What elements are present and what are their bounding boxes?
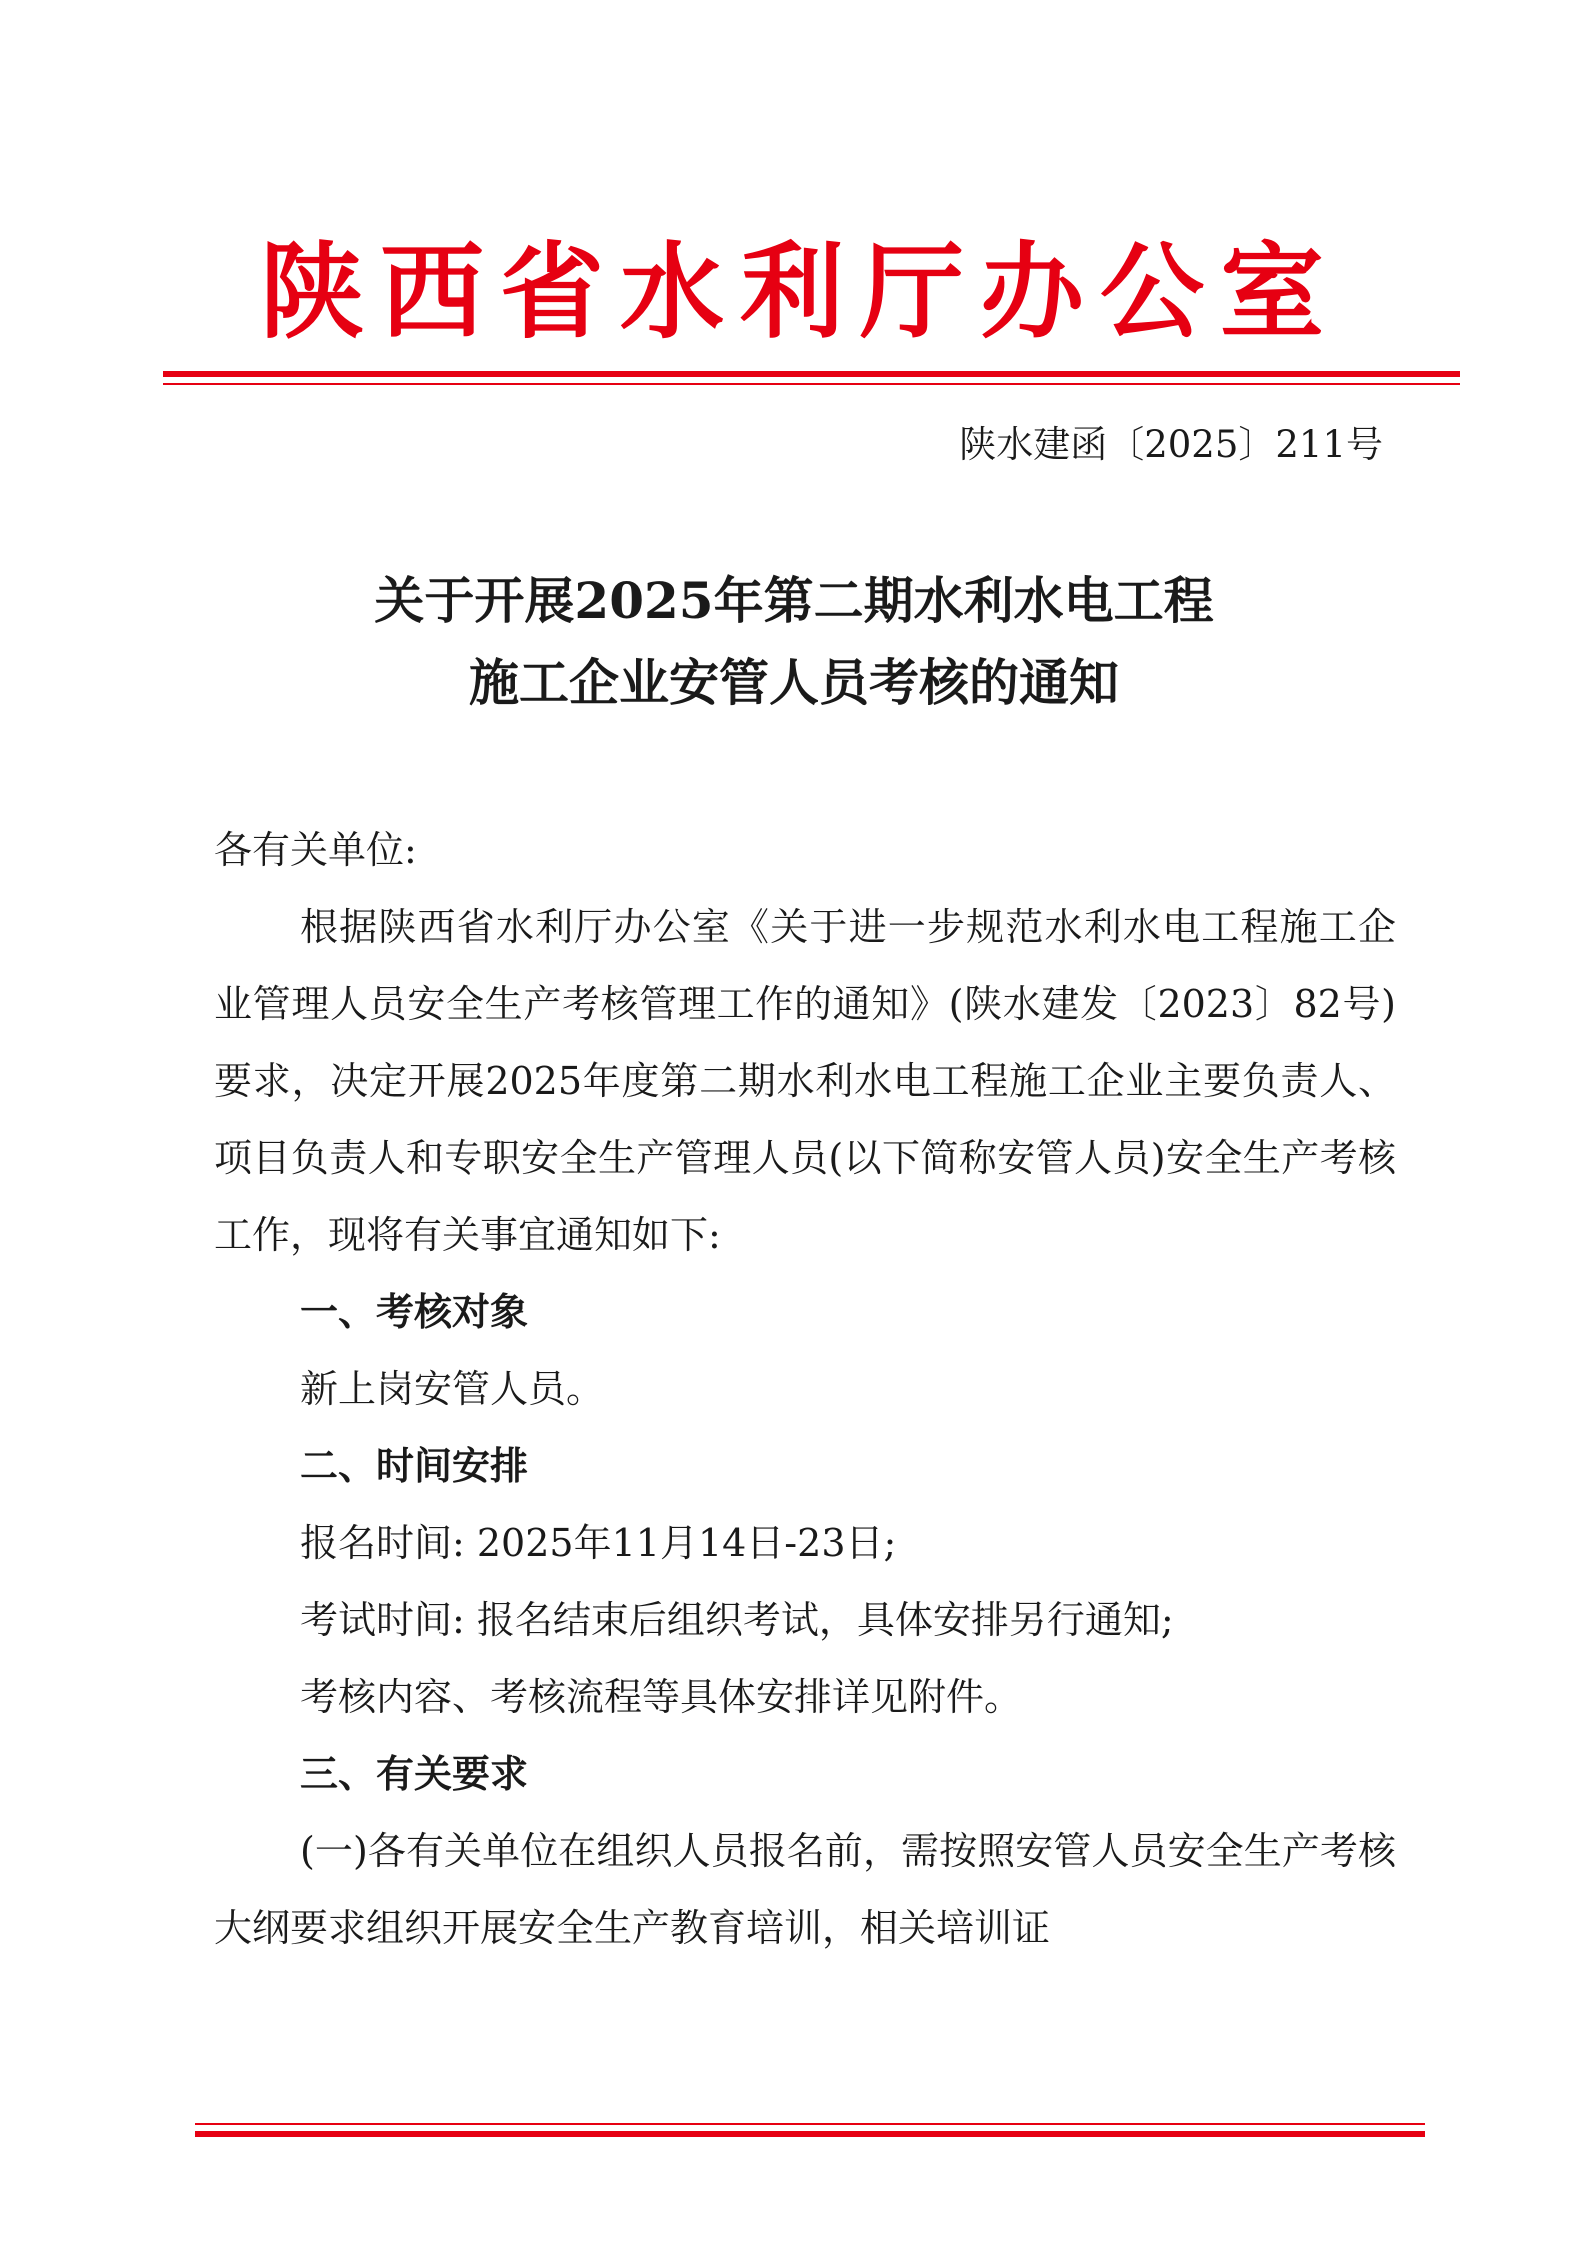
- footer-red-rule-thick: [195, 2131, 1425, 2137]
- section-2-heading: 二、时间安排: [300, 1444, 529, 1488]
- section-3-heading: 三、有关要求: [300, 1752, 529, 1796]
- intro-paragraph: 根据陕西省水利厅办公室《关于进一步规范水利水电工程施工企业管理人员安全生产考核管理工作的通知》(陕水建发〔2023〕82号)要求，决定开展2025年度第二期水利水电工程施工企业主要负责人、项目负责人和专职安全生产管理人员(以下简称安管人员)安全生产考核工作，现将有关事宜通知如下:: [214, 905, 1396, 1257]
- registration-time: 报名时间: 2025年11月14日-23日;: [300, 1521, 897, 1565]
- exam-content-note: 考核内容、考核流程等具体安排详见附件。: [300, 1675, 1023, 1719]
- footer-red-rule-thin: [195, 2123, 1425, 2125]
- section-1-text: 新上岗安管人员。: [300, 1367, 605, 1411]
- salutation: 各有关单位:: [214, 828, 417, 872]
- title-line-2: 施工企业安管人员考核的通知: [469, 653, 1119, 712]
- header-red-rule-thin: [163, 383, 1460, 385]
- exam-time: 考试时间: 报名结束后组织考试，具体安排另行通知;: [300, 1598, 1174, 1642]
- document-title: [160, 560, 1428, 724]
- section-3-text: (一)各有关单位在组织人员报名前，需按照安管人员安全生产考核大纲要求组织开展安全生产教育培训，相关培训证: [214, 1829, 1396, 1950]
- document-body: [214, 812, 1396, 1967]
- document-number: 陕水建函〔2025〕211号: [959, 423, 1383, 466]
- header-red-rule-thick: [163, 371, 1460, 377]
- title-line-1: 关于开展2025年第二期水利水电工程: [374, 571, 1214, 630]
- section-1-heading: 一、考核对象: [300, 1290, 529, 1334]
- masthead-title: 陕西省水利厅办公室: [259, 231, 1340, 353]
